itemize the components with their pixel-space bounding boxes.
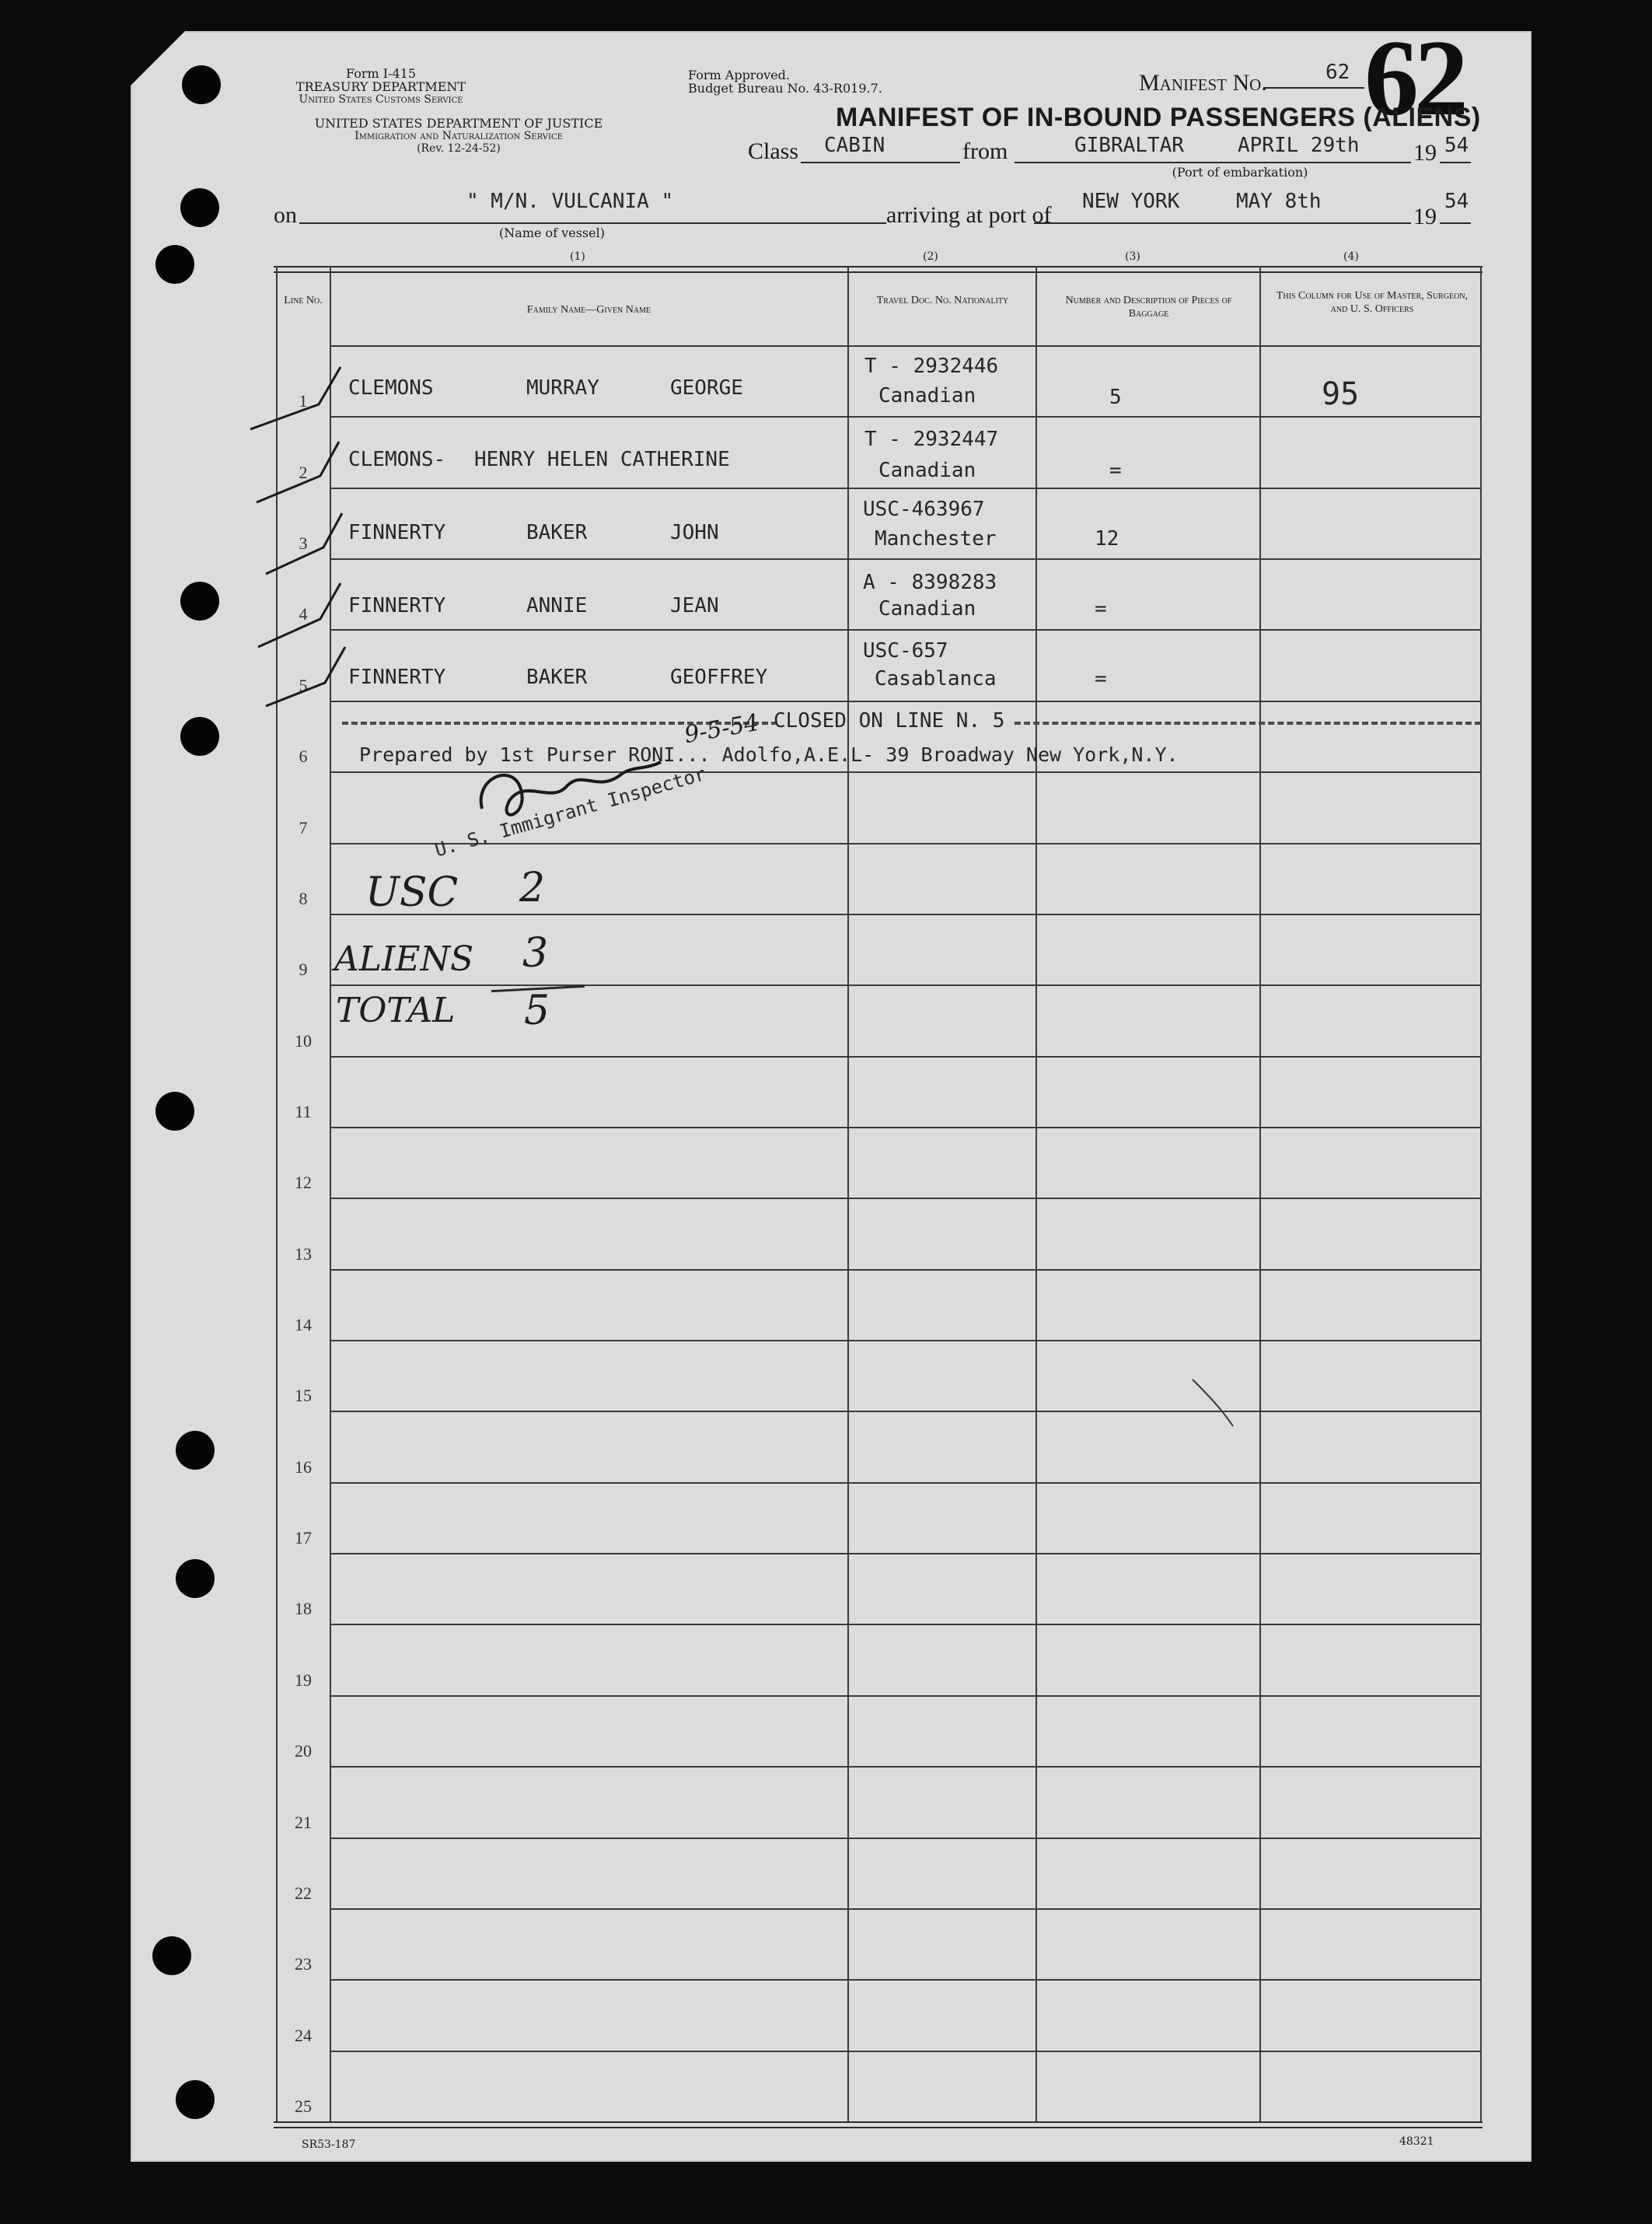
passenger-baggage: 12 — [1095, 527, 1119, 551]
row-rule — [330, 914, 1480, 915]
column-number-4: (4) — [1343, 250, 1359, 263]
class-value: CABIN — [824, 134, 885, 157]
row-rule — [330, 984, 1480, 986]
inspector-signature — [466, 747, 669, 832]
ins-service: Immigration and Naturalization Service — [354, 130, 563, 142]
row-rule — [330, 558, 1480, 560]
column-number-2: (2) — [923, 250, 938, 263]
line-number: 17 — [295, 1528, 312, 1547]
tally-aliens-value: 3 — [522, 930, 549, 977]
row-rule — [330, 1979, 1480, 1981]
line-number: 12 — [295, 1173, 312, 1192]
passenger-nationality: Canadian — [878, 597, 976, 621]
line-number: 18 — [295, 1599, 312, 1618]
passenger-travel-doc: USC-463967 — [863, 498, 985, 521]
stray-mark — [1189, 1376, 1236, 1431]
passenger-travel-doc: T - 2932447 — [864, 428, 999, 451]
row-rule — [330, 1908, 1480, 1910]
row-rule — [330, 1766, 1480, 1768]
row-rule — [330, 843, 1480, 844]
manifest-no-label: Manifest No. — [1139, 70, 1267, 96]
from-label: from — [962, 138, 1008, 164]
line-number: 1 — [299, 391, 308, 411]
row-rule — [330, 2051, 1480, 2052]
manifest-title: MANIFEST OF IN-BOUND PASSENGERS (ALIENS) — [836, 103, 1481, 132]
passenger-given-name: JOHN — [670, 521, 719, 544]
check-marks — [249, 358, 358, 715]
passenger-given-name: HENRY HELEN CATHERINE — [474, 448, 730, 471]
header-baggage: Number and Description of Pieces of Baggage — [1065, 295, 1232, 320]
manifest-sheet — [131, 31, 1532, 2162]
line-number: 24 — [295, 2026, 312, 2045]
line-number: 8 — [299, 889, 308, 908]
passenger-nationality: Canadian — [878, 459, 976, 482]
passenger-travel-doc: T - 2932446 — [864, 355, 999, 378]
footer-form-code: SR53-187 — [302, 2138, 356, 2151]
manifest-no-value: 62 — [1325, 61, 1350, 84]
row-rule — [330, 1695, 1480, 1697]
line-number: 19 — [295, 1670, 312, 1690]
folded-corner — [131, 31, 185, 86]
line-number: 13 — [295, 1244, 312, 1264]
passenger-family-name: FINNERTY — [348, 594, 446, 617]
closed-on-line: CLOSED ON LINE N. 5 — [774, 709, 1005, 733]
passenger-family-name: CLEMONS — [348, 376, 434, 400]
row-rule — [330, 1838, 1480, 1839]
row-rule — [330, 488, 1480, 489]
passenger-given-name: ANNIE — [526, 594, 588, 617]
port-of-embarkation-caption: (Port of embarkation) — [1172, 165, 1308, 180]
column-number-1: (1) — [570, 250, 585, 263]
line-number: 16 — [295, 1457, 312, 1477]
header-name: Family Name—Given Name — [526, 304, 651, 316]
arrival-year: 54 — [1444, 190, 1469, 213]
line-number: 6 — [299, 747, 308, 766]
passenger-family-name: CLEMONS- — [348, 448, 446, 471]
form-approved: Form Approved. — [688, 68, 790, 82]
passenger-given-name: JEAN — [670, 594, 719, 617]
treasury-department: TREASURY DEPARTMENT — [295, 79, 466, 94]
row-rule — [330, 1411, 1480, 1412]
line-number: 22 — [295, 1883, 312, 1903]
row-rule — [330, 1198, 1480, 1199]
arrival-year-prefix: 19 — [1413, 204, 1437, 229]
passenger-nationality: Canadian — [878, 384, 976, 407]
prepared-by: Prepared by 1st Purser RONI... Adolfo,A.E.L- 39 Broadway New York,N.Y. — [359, 743, 1179, 766]
line-number: 20 — [295, 1741, 312, 1761]
passenger-family-name: FINNERTY — [348, 521, 446, 544]
row-rule — [330, 1482, 1480, 1484]
header-travel-doc: Travel Doc. No. Nationality — [876, 295, 1009, 306]
line-number: 11 — [295, 1102, 312, 1121]
tally-total-value: 5 — [524, 988, 550, 1034]
dept-justice: UNITED STATES DEPARTMENT OF JUSTICE — [314, 116, 603, 131]
row-rule — [330, 1127, 1480, 1128]
line-number: 5 — [299, 676, 308, 695]
tally-total-label: TOTAL — [336, 991, 456, 1030]
passenger-nationality: Manchester — [875, 527, 997, 551]
row-rule — [330, 1553, 1480, 1554]
line-number: 15 — [295, 1386, 312, 1405]
row-rule — [330, 629, 1480, 631]
row-rule — [330, 1056, 1480, 1058]
on-label: on — [274, 202, 297, 228]
line-number: 14 — [295, 1315, 312, 1334]
line-number: 4 — [299, 604, 308, 624]
row-rule — [330, 1340, 1480, 1341]
row-rule — [330, 416, 1480, 418]
line-number: 21 — [295, 1813, 312, 1832]
customs-service: United States Customs Service — [299, 93, 463, 106]
tally-usc-value: 2 — [519, 865, 546, 911]
passenger-given-name: MURRAY — [526, 376, 599, 400]
line-number: 23 — [295, 1954, 312, 1974]
line-number: 9 — [299, 960, 308, 979]
class-label: Class — [748, 138, 799, 164]
passenger-baggage: = — [1095, 667, 1107, 691]
passenger-baggage: = — [1109, 459, 1122, 482]
passenger-baggage: = — [1095, 597, 1107, 621]
passenger-given-name: GEOFFREY — [670, 666, 768, 689]
passenger-given-name: BAKER — [526, 521, 588, 544]
row-rule — [330, 1624, 1480, 1625]
passenger-nationality: Casablanca — [875, 667, 997, 691]
column-number-3: (3) — [1125, 250, 1140, 263]
inspector-stamp: U. S. Immigrant Inspector — [432, 762, 709, 862]
passenger-baggage: 5 — [1109, 386, 1122, 409]
header-officers: This Column for Use of Master, Surgeon, and U. S. Officers — [1276, 290, 1469, 315]
line-number: 10 — [295, 1031, 312, 1051]
budget-bureau: Budget Bureau No. 43-R019.7. — [688, 81, 882, 96]
arrival-port: NEW YORK — [1082, 190, 1180, 213]
line-number: 7 — [299, 818, 308, 837]
passenger-travel-doc: A - 8398283 — [863, 571, 997, 594]
form-number: Form I-415 — [345, 66, 417, 81]
row-rule — [330, 701, 1480, 702]
manifest-stamp-number: 62 — [1364, 18, 1464, 138]
row-rule — [330, 1269, 1480, 1271]
vessel-caption: (Name of vessel) — [499, 226, 605, 240]
passenger-given-name: GEORGE — [670, 376, 743, 400]
passenger-officer-note: 95 — [1322, 376, 1360, 412]
passenger-travel-doc: USC-657 — [863, 639, 948, 663]
line-number: 3 — [299, 533, 308, 553]
passenger-family-name: FINNERTY — [348, 666, 446, 689]
line-number: 25 — [295, 2096, 312, 2116]
embarkation-date: APRIL 29th — [1238, 134, 1360, 157]
passenger-given-name: BAKER — [526, 666, 588, 689]
arriving-label: arriving at port of — [886, 202, 1052, 228]
embark-year-prefix: 19 — [1413, 140, 1437, 166]
header-line-no: Line No. — [284, 295, 323, 306]
embark-year: 54 — [1444, 134, 1469, 157]
arrival-date: MAY 8th — [1236, 190, 1322, 213]
stamp-date: 9-5-54 — [682, 708, 761, 750]
vessel-name: " M/N. VULCANIA " — [466, 190, 674, 213]
line-number: 2 — [299, 463, 308, 482]
from-value: GIBRALTAR — [1074, 134, 1184, 157]
tally-usc-label: USC — [365, 869, 459, 916]
tally-aliens-label: ALIENS — [334, 939, 474, 979]
footer-number: 48321 — [1399, 2135, 1434, 2148]
form-revision: (Rev. 12-24-52) — [417, 142, 501, 155]
